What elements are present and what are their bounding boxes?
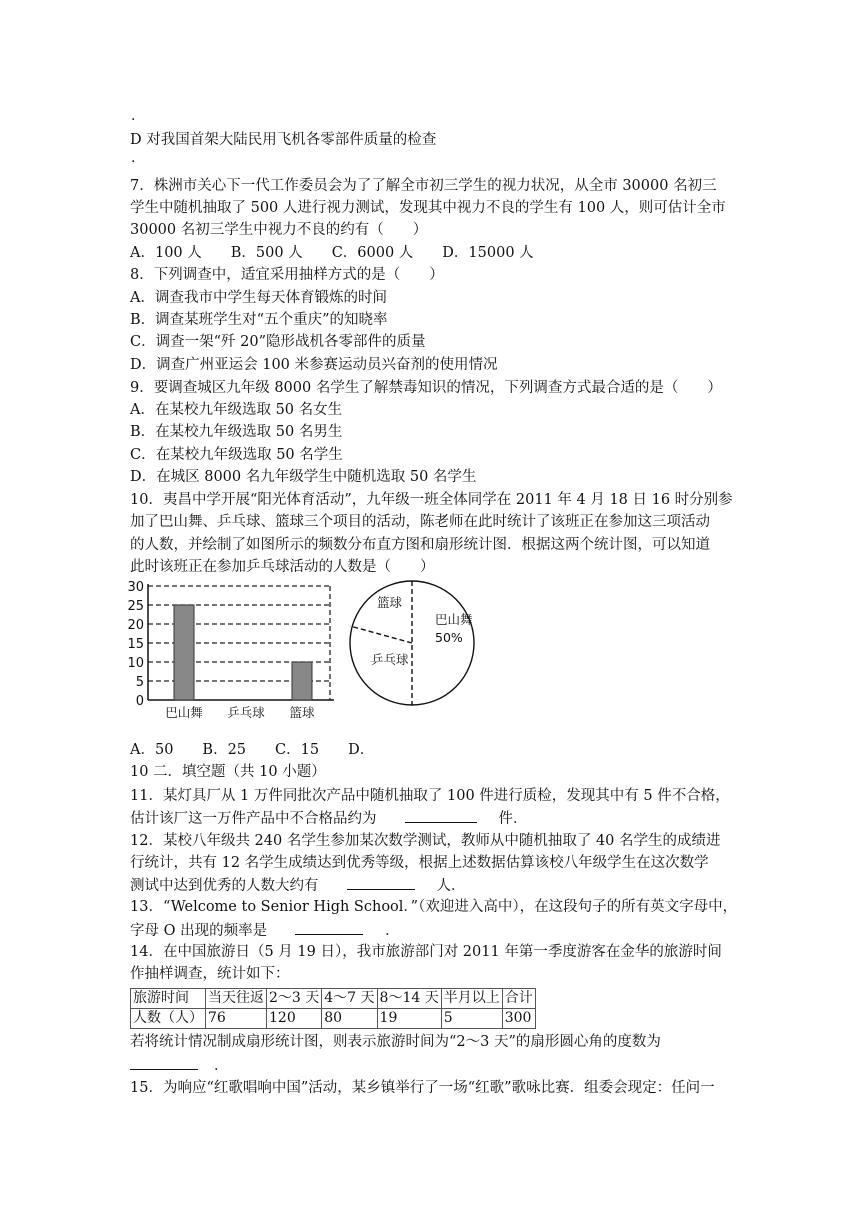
y-tick-label: 5 bbox=[135, 675, 144, 690]
q10-figure bbox=[127, 580, 520, 720]
q7-line-3: 30000 名初三学生中视力不良的约有（ ） bbox=[130, 222, 428, 238]
frequency-histogram bbox=[127, 580, 334, 720]
table-header-row bbox=[131, 989, 536, 1009]
x-tick-label: 乒乓球 bbox=[227, 705, 265, 720]
dot-line-1: . bbox=[131, 108, 136, 124]
q11-line-2 bbox=[130, 808, 528, 829]
bar bbox=[174, 605, 194, 700]
table-cell: 旅游时间 bbox=[131, 989, 206, 1009]
table-cell: 76 bbox=[206, 1009, 267, 1029]
q9-option-c: C．在某校九年级选取 50 名学生 bbox=[130, 447, 343, 463]
y-tick-label: 0 bbox=[135, 694, 144, 709]
table-cell: 半月以上 bbox=[441, 989, 502, 1009]
y-tick-label: 25 bbox=[127, 599, 144, 614]
q10-line-3: 的人数，并绘制了如图所示的频数分布直方图和扇形统计图．根据这两个统计图，可以知道 bbox=[130, 537, 710, 553]
q12-line-1: 12．某校八年级共 240 名学生参加某次数学测试，教师从中随机抽取了 40 名学生的成绩进 bbox=[130, 833, 721, 849]
pie-slice-value: 50% bbox=[435, 630, 463, 645]
q8-option-c: C．调查一架“歼 20”隐形战机各零部件的质量 bbox=[130, 334, 426, 350]
table-cell: 300 bbox=[502, 1009, 535, 1029]
q6-option-d: D 对我国首架大陆民用飞机各零部件质量的检查 bbox=[130, 132, 437, 148]
q9-stem: 9．要调查城区九年级 8000 名学生了解禁毒知识的情况，下列调查方式最合适的是（ ） bbox=[130, 380, 722, 396]
q12-line-3 bbox=[130, 875, 466, 896]
table-cell: 合计 bbox=[502, 989, 535, 1009]
table-cell: 80 bbox=[322, 1009, 377, 1029]
table-cell: 8～14 天 bbox=[377, 989, 441, 1009]
dot-line-2: . bbox=[131, 150, 136, 166]
pie-divider bbox=[350, 626, 412, 643]
table-cell: 5 bbox=[441, 1009, 502, 1029]
answer-blank[interactable] bbox=[295, 920, 363, 935]
q10-line-4: 此时该班正在参加乒乓球活动的人数是（ ） bbox=[130, 559, 435, 575]
y-tick-label: 15 bbox=[127, 637, 144, 652]
q14-line-3: 若将统计情况制成扇形统计图，则表示旅游时间为“2～3 天”的扇形圆心角的度数为 bbox=[130, 1034, 661, 1050]
q14-line-2: 作抽样调查，统计如下： bbox=[130, 966, 290, 982]
table-cell: 当天往返 bbox=[206, 989, 267, 1009]
table-cell: 4～7 天 bbox=[322, 989, 377, 1009]
q10-line-2: 加了巴山舞、乒乓球、篮球三个项目的活动，陈老师在此时统计了该班正在参加这三项活动 bbox=[130, 514, 710, 530]
q10-options: A．50 B．25 C．15 D． bbox=[130, 742, 375, 758]
q11-text: 估计该厂这一万件产品中不合格品约为 bbox=[130, 811, 377, 827]
q13-line-1: 13．“Welcome to Senior High School．”（欢迎进入高中），在这段句子的所有英文字母中， bbox=[130, 899, 738, 915]
table-row bbox=[131, 1009, 536, 1029]
q9-option-b: B．在某校九年级选取 50 名男生 bbox=[130, 424, 343, 440]
q8-stem: 8．下列调查中，适宜采用抽样方式的是（ ） bbox=[130, 267, 444, 283]
q7-options: A．100 人 B．500 人 C．6000 人 D．15000 人 bbox=[130, 245, 534, 261]
q11-unit: 件． bbox=[498, 811, 528, 827]
section-fill-in-title: 10 二．填空题（共 10 小题） bbox=[130, 764, 326, 780]
table-cell: 120 bbox=[267, 1009, 322, 1029]
q8-option-d: D．调查广州亚运会 100 米参赛运动员兴奋剂的使用情况 bbox=[130, 357, 498, 373]
answer-blank[interactable] bbox=[405, 808, 477, 823]
x-tick-label: 篮球 bbox=[289, 705, 315, 720]
table-cell: 人数（人） bbox=[131, 1009, 206, 1029]
y-tick-label: 20 bbox=[127, 618, 144, 633]
q13-line-2 bbox=[130, 920, 400, 941]
travel-time-table bbox=[130, 988, 536, 1029]
q7-line-1: 7．株洲市关心下一代工作委员会为了了解全市初三学生的视力状况，从全市 30000 名初三 bbox=[130, 178, 717, 194]
q9-option-d: D．在城区 8000 名九年级学生中随机选取 50 名学生 bbox=[130, 469, 477, 485]
table-cell: 19 bbox=[377, 1009, 441, 1029]
answer-blank[interactable] bbox=[347, 875, 415, 890]
bar bbox=[292, 662, 312, 700]
q14-line-4 bbox=[130, 1055, 229, 1076]
pie-slice-label: 篮球 bbox=[377, 595, 403, 610]
pie-slice-label: 乒乓球 bbox=[371, 652, 409, 667]
q13-end: ． bbox=[385, 923, 400, 939]
x-tick-label: 巴山舞 bbox=[165, 705, 203, 720]
q15-line-1: 15．为响应“红歌唱响中国”活动，某乡镇举行了一场“红歌”歌咏比赛．组委会现定：任问一 bbox=[130, 1080, 715, 1096]
q7-line-2: 学生中随机抽取了 500 人进行视力测试，发现其中视力不良的学生有 100 人，则可估计全市 bbox=[130, 200, 726, 216]
y-tick-label: 30 bbox=[127, 580, 144, 595]
q14-line-1: 14．在中国旅游日（5 月 19 日），我市旅游部门对 2011 年第一季度游客在金华的旅游时间 bbox=[130, 944, 722, 960]
q12-unit: 人． bbox=[436, 878, 466, 894]
answer-blank[interactable] bbox=[130, 1055, 198, 1070]
pie-slice-label: 巴山舞 bbox=[435, 612, 473, 627]
pie-chart bbox=[350, 581, 474, 705]
q13-text: 字母 O 出现的频率是 bbox=[130, 923, 268, 939]
q11-line-1: 11．某灯具厂从 1 万件同批次产品中随机抽取了 100 件进行质检，发现其中有 5 件不合格， bbox=[130, 788, 730, 804]
q10-line-1: 10．夷昌中学开展“阳光体育活动”，九年级一班全体同学在 2011 年 4 月 18 日 16 时分别参 bbox=[130, 492, 733, 508]
q8-option-b: B．调查某班学生对“五个重庆”的知晓率 bbox=[130, 312, 388, 328]
q8-option-a: A．调查我市中学生每天体育锻炼的时间 bbox=[130, 290, 387, 306]
q14-end: ． bbox=[214, 1058, 229, 1074]
q12-line-2: 行统计，共有 12 名学生成绩达到优秀等级，根据上述数据估算该校八年级学生在这次数学 bbox=[130, 855, 709, 871]
table-cell: 2～3 天 bbox=[267, 989, 322, 1009]
y-tick-label: 10 bbox=[127, 656, 144, 671]
q12-text: 测试中达到优秀的人数大约有 bbox=[130, 878, 319, 894]
q9-option-a: A．在某校九年级选取 50 名女生 bbox=[130, 402, 343, 418]
